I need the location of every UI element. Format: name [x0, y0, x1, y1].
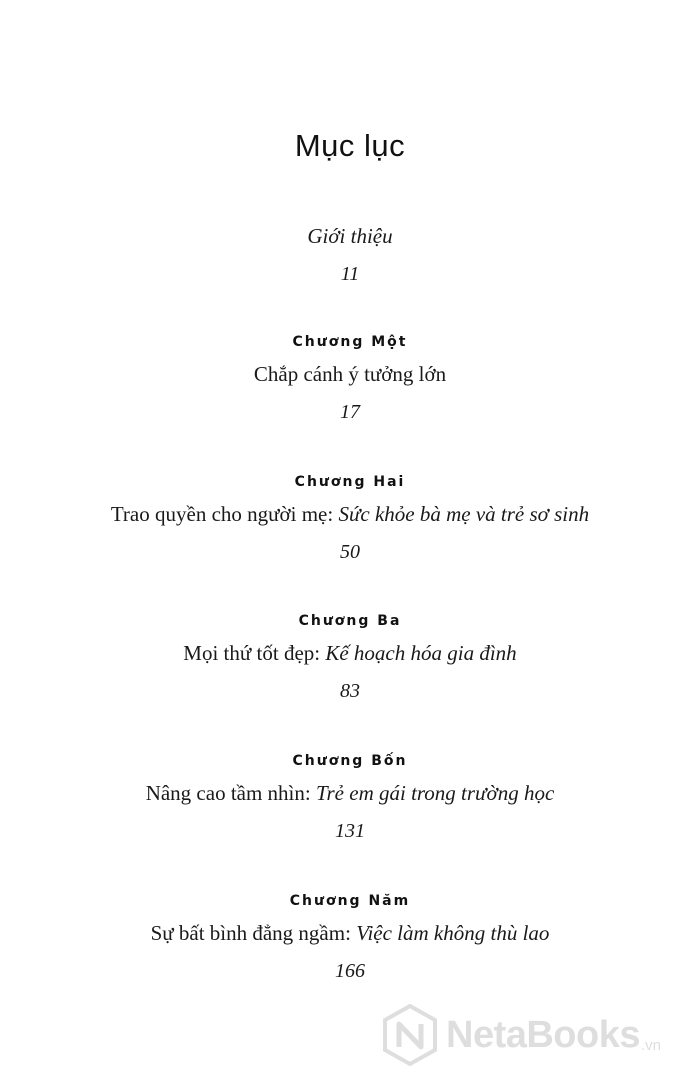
chapter-page-number: 17 [340, 401, 360, 423]
netabooks-logo-icon [382, 1004, 438, 1066]
chapter-page-number: 83 [340, 680, 360, 702]
chapter-subtitle: Trẻ em gái trong trường học [315, 781, 555, 805]
chapter-title [0, 639, 700, 669]
toc-title: Mục lục [294, 128, 406, 163]
chapter-main-title: Chắp cánh ý tưởng lớn [253, 362, 447, 386]
chapter-label: Chương Hai [294, 474, 406, 490]
toc-entry-chapter-2 [0, 470, 700, 566]
toc-entry-chapter-3 [0, 609, 700, 705]
watermark-suffix: .vn [641, 1037, 662, 1054]
chapter-main-title: Mọi thứ tốt đẹp: [183, 641, 326, 665]
watermark-brand: NetaBooks [446, 1013, 640, 1056]
watermark [382, 1000, 692, 1070]
chapter-page-number: 50 [340, 541, 360, 563]
chapter-subtitle: Kế hoạch hóa gia đình [325, 641, 517, 665]
intro-page-number: 11 [340, 263, 360, 285]
chapter-title [0, 500, 700, 530]
toc-entry-intro [0, 222, 700, 288]
chapter-title [0, 919, 700, 949]
chapter-main-title: Sự bất bình đẳng ngầm: [150, 921, 357, 945]
chapter-label: Chương Bốn [292, 753, 408, 769]
chapter-subtitle: Việc làm không thù lao [356, 921, 550, 945]
toc-entry-chapter-5 [0, 889, 700, 985]
chapter-main-title: Trao quyền cho người mẹ: [110, 502, 339, 526]
chapter-subtitle: Sức khỏe bà mẹ và trẻ sơ sinh [338, 502, 590, 526]
chapter-label: Chương Năm [289, 893, 411, 909]
chapter-label: Chương Ba [298, 613, 402, 629]
toc-entry-chapter-4 [0, 749, 700, 845]
chapter-label: Chương Một [292, 334, 408, 350]
intro-title: Giới thiệu [307, 224, 393, 248]
chapter-page-number: 131 [335, 820, 365, 842]
chapter-title [0, 779, 700, 809]
chapter-page-number: 166 [335, 960, 365, 982]
toc-entry-chapter-1 [0, 330, 700, 426]
chapter-title [0, 360, 700, 390]
chapter-main-title: Nâng cao tầm nhìn: [145, 781, 316, 805]
